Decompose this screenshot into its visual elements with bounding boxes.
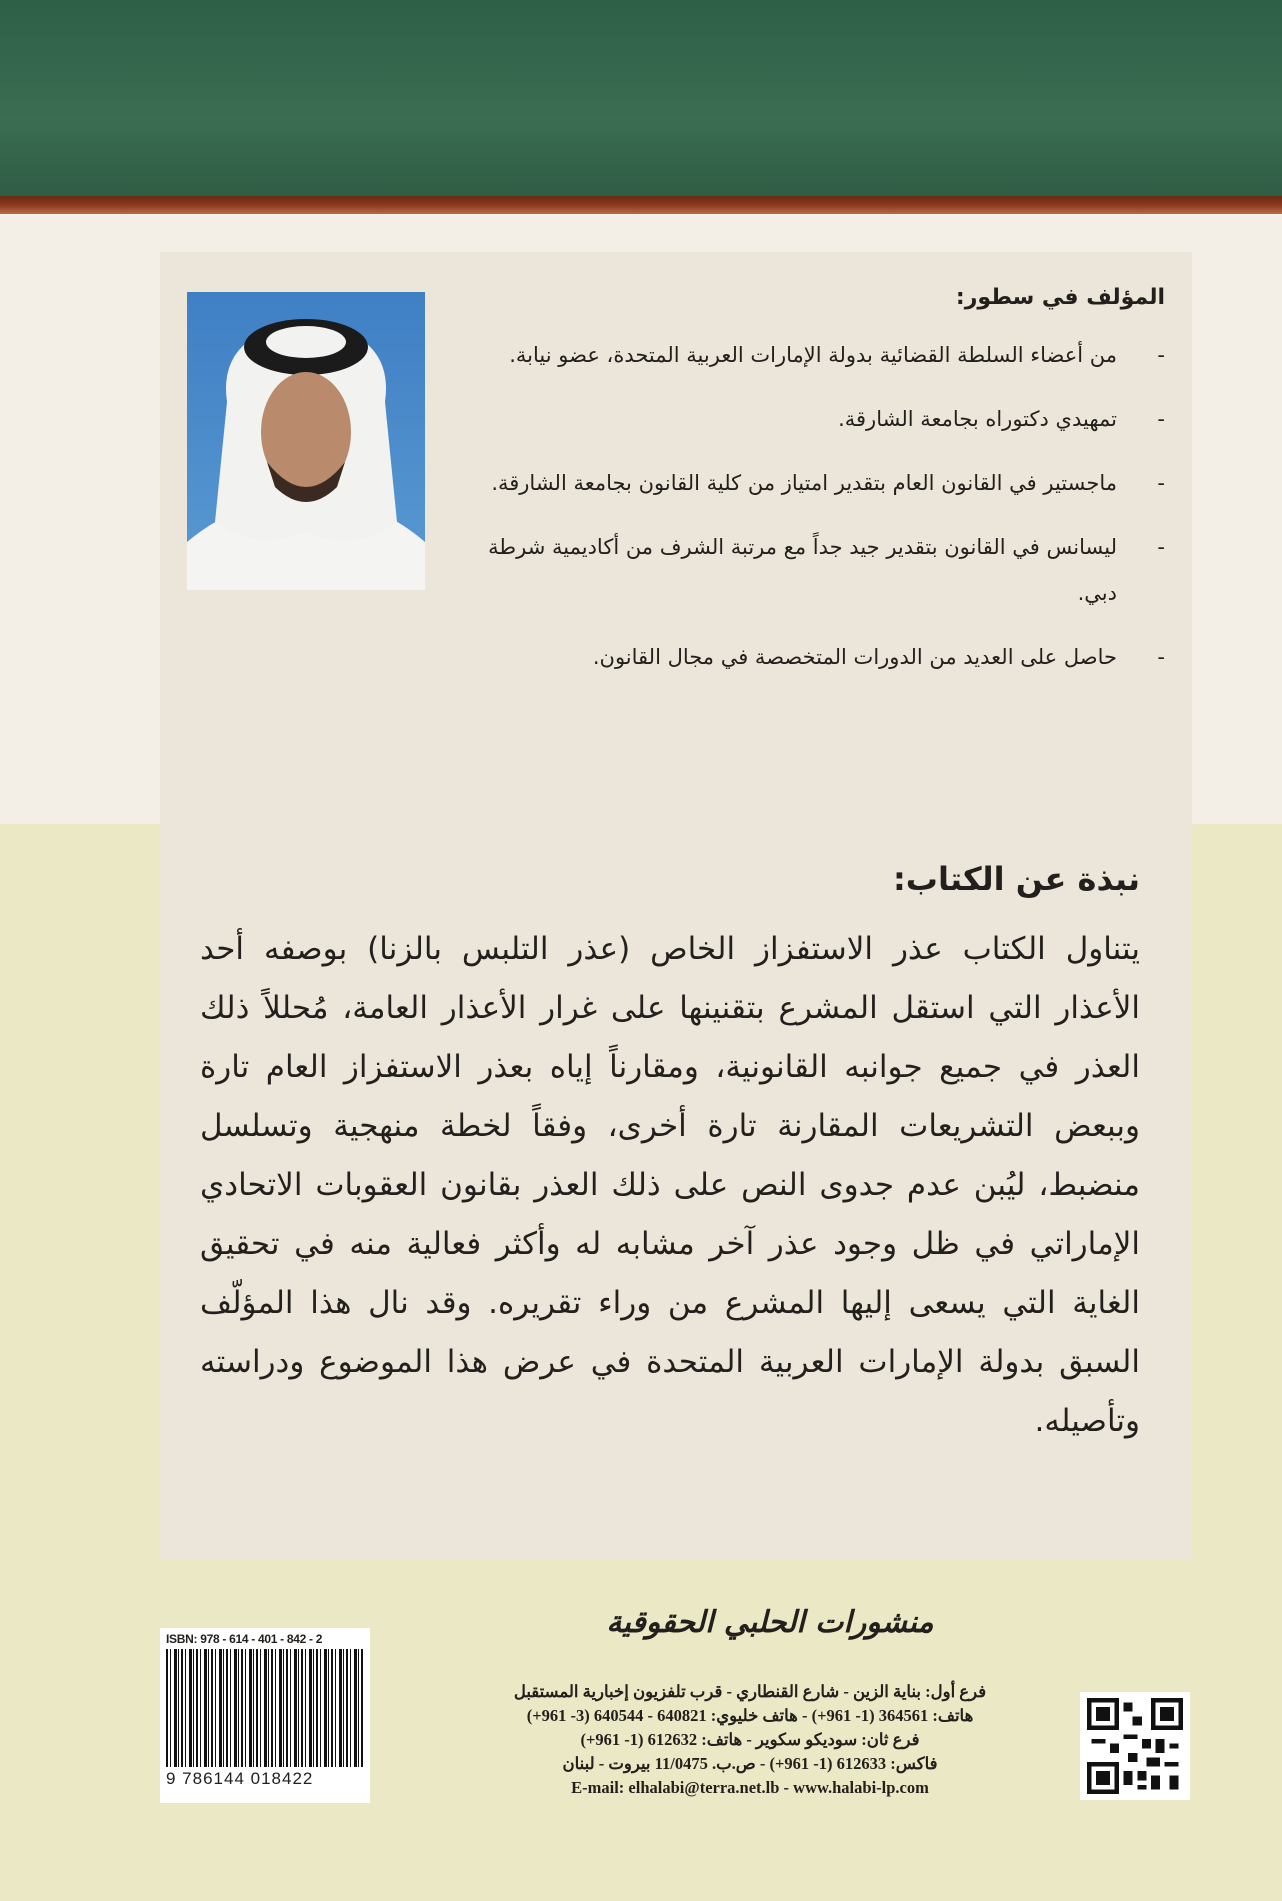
publisher-info: [430, 1680, 1070, 1800]
bio-item: - تمهيدي دكتوراه بجامعة الشارقة.: [450, 396, 1165, 442]
bio-item: - حاصل على العديد من الدورات المتخصصة في مجال القانون.: [450, 634, 1165, 680]
barcode-number: 9 786144 018422: [166, 1769, 314, 1788]
brown-stripe: [0, 196, 1282, 214]
bio-item: - من أعضاء السلطة القضائية بدولة الإمارات العربية المتحدة، عضو نيابة.: [450, 332, 1165, 378]
publisher-contact: E-mail: elhalabi@terra.net.lb - www.halabi-lp.com: [571, 1778, 929, 1797]
publisher-address-line: فرع ثان: سوديكو سكوير - هاتف: 612632 (1- 961+): [580, 1730, 920, 1749]
author-bio-heading: المؤلف في سطور:: [955, 285, 1165, 310]
bio-item: - ليسانس في القانون بتقدير جيد جداً مع مرتبة الشرف من أكاديمية شرطة دبي.: [450, 524, 1165, 616]
barcode-bars: [166, 1649, 364, 1767]
author-photo: [187, 292, 425, 590]
about-book-text: يتناول الكتاب عذر الاستفزاز الخاص (عذر التلبس بالزنا) بوصفه أحد الأعذار التي استقل المشرع بتقنينها على غرار الأعذار العامة، مُحللاً ذلك العذر في جميع جوانبه القانونية، ومقارناً إياه بعذر الاستفزاز العام تارة وببعض التشريعات المقارنة تارة أخرى، وفقاً لخطة منهجية وتسلسل منضبط، ليُبن عدم جدوى النص على ذلك العذر بقانون العقوبات الاتحادي الإماراتي في ظل وجود عذر آخر مشابه له وأكثر فعالية منه في تحقيق الغاية التي يسعى إليها المشرع من وراء تقريره. وقد نال هذا المؤلّف السبق بدولة الإمارات العربية المتحدة في عرض هذا الموضوع ودراسته وتأصيله.: [200, 931, 1140, 1439]
isbn-label: ISBN: 978 - 614 - 401 - 842 - 2: [166, 1632, 323, 1646]
qr-code: [1080, 1692, 1190, 1800]
about-book-heading: نبذة عن الكتاب:: [892, 860, 1140, 898]
top-green-band: [0, 0, 1282, 200]
isbn-barcode: [160, 1628, 370, 1803]
publisher-address-line: فرع أول: بناية الزين - شارع القنطاري - قرب تلفزيون إخبارية المستقبل: [513, 1682, 987, 1701]
publisher-logo: منشورات الحلبي الحقوقية: [606, 1605, 934, 1640]
author-bio-section: [450, 285, 1165, 698]
publisher-address-line: فاكس: 612633 (1- 961+) - ص.ب. 11/0475 بيروت - لبنان: [562, 1754, 938, 1773]
about-book-section: [200, 860, 1140, 1451]
publisher-address-line: هاتف: 364561 (1- 961+) - هاتف خليوي: 640821 - 640544 (3- 961+): [526, 1706, 974, 1725]
bio-item: - ماجستير في القانون العام بتقدير امتياز من كلية القانون بجامعة الشارقة.: [450, 460, 1165, 506]
